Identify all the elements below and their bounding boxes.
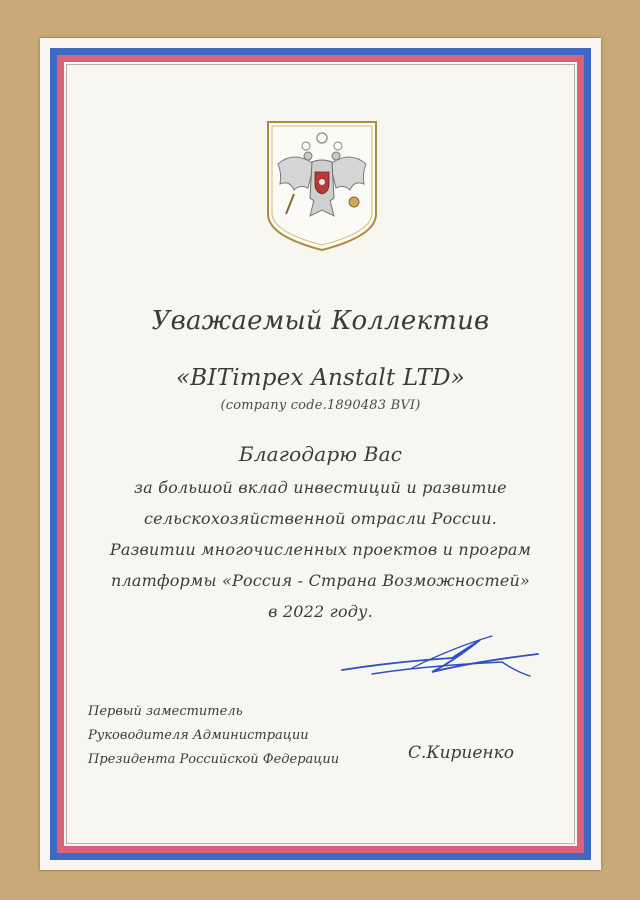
certificate-page [40, 38, 601, 870]
signatory-name: С.Кириенко [408, 743, 514, 763]
body-line: за большой вклад инвестиций и развитие [134, 478, 507, 497]
body-line: платформы «Россия - Страна Возможностей» [111, 571, 530, 590]
company-code: (company code.1890483 BVI) [220, 398, 421, 413]
body-line: сельскохозяйственной отрасли России. [143, 509, 498, 528]
coat-of-arms-icon [264, 118, 380, 252]
company-name: «BITimpex Anstalt LTD» [176, 365, 465, 391]
signatory-position-line: Первый заместитель [88, 704, 243, 719]
body-line: Развитии многочисленных проектов и програм [109, 540, 532, 559]
handwritten-signature [302, 632, 542, 688]
greeting: Уважаемый Коллектив [151, 306, 490, 336]
signatory-position-line: Президента Российской Федерации [88, 752, 340, 767]
thanks-line: Благодарю Вас [238, 442, 403, 466]
signatory-position-line: Руководителя Администрации [88, 728, 309, 743]
body-line: в 2022 году. [268, 602, 373, 621]
